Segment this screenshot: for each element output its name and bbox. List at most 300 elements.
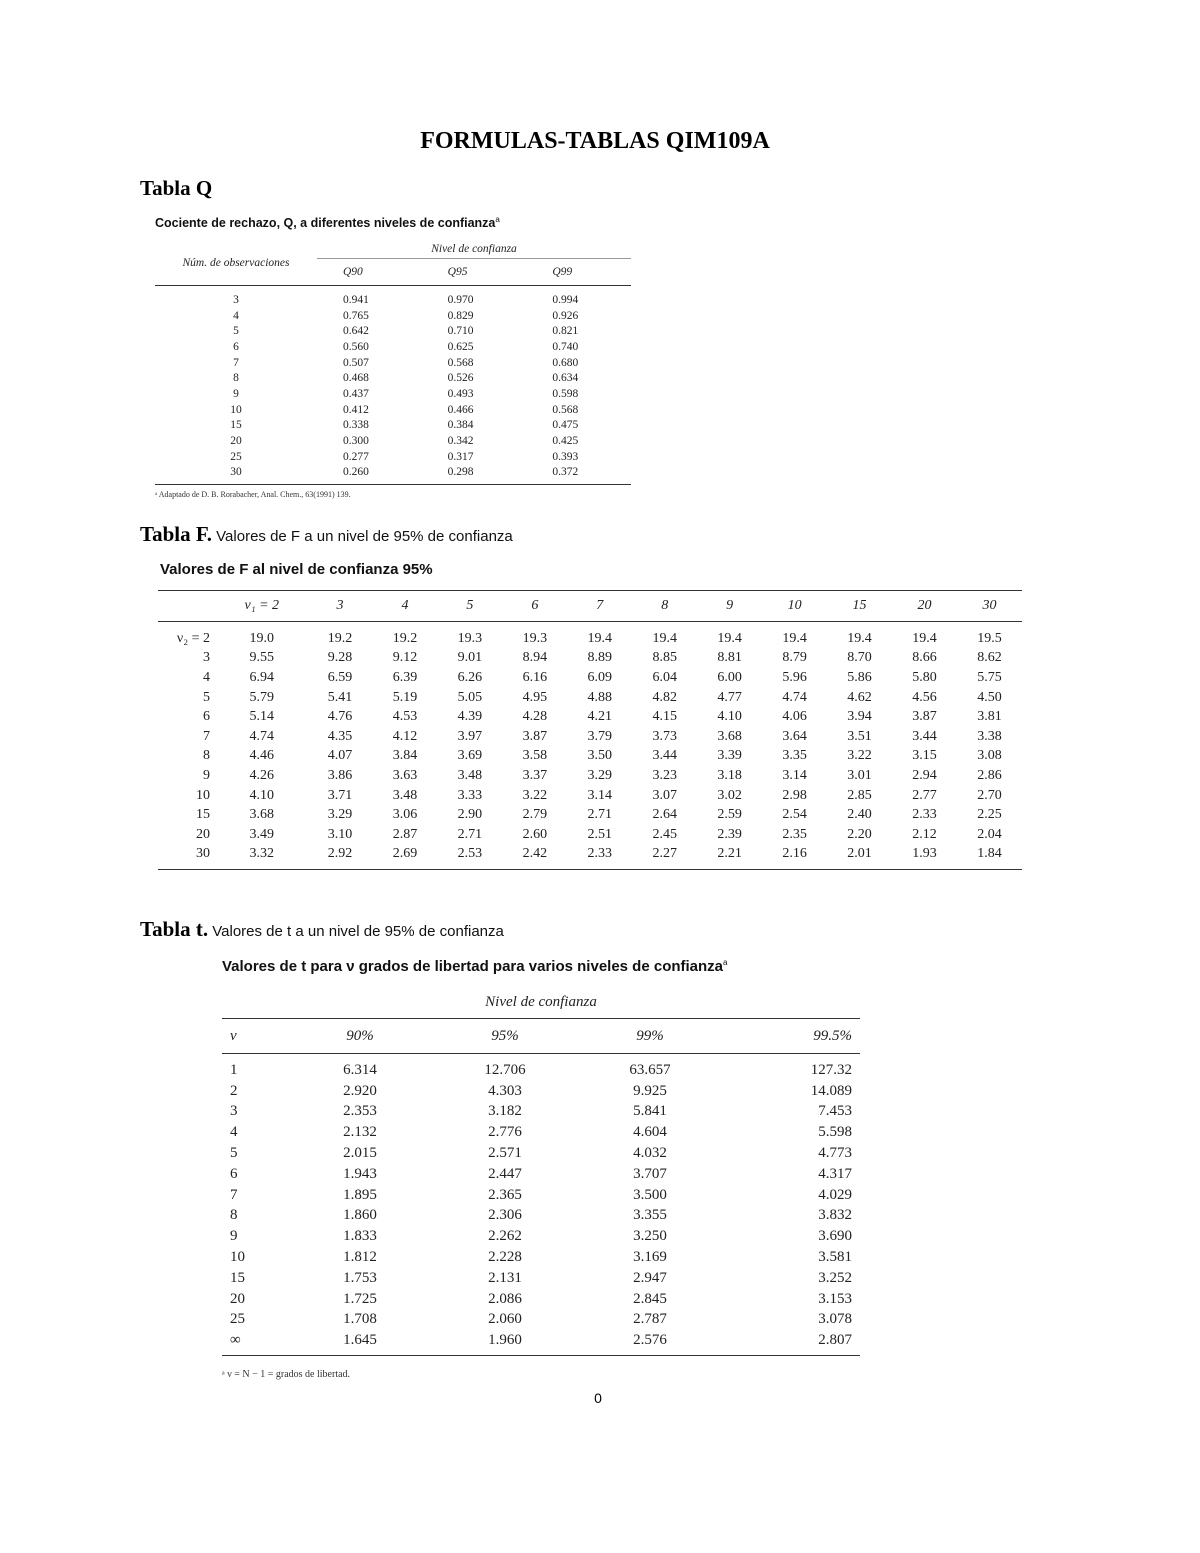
tabla-t-row-header: ∞	[222, 1330, 290, 1355]
tabla-t-value-cell: 1.812	[343, 1249, 377, 1266]
tabla-f-value-cell: 9.55	[249, 650, 275, 666]
tabla-f-column-header: ν₁ = 2	[216, 591, 308, 622]
table-row	[158, 766, 1022, 786]
tabla-f-value-cell: 2.71	[587, 807, 612, 823]
tabla-f-value-cell: 2.54	[782, 807, 807, 823]
tabla-f-column-header: 8	[632, 591, 697, 622]
tabla-q-value-cell: 0.493	[447, 387, 474, 400]
tabla-f-value-cell: 5.75	[977, 669, 1002, 685]
tabla-q-value-cell: 0.412	[343, 403, 369, 416]
table-row	[155, 449, 631, 465]
tabla-f-value-cell: 2.45	[652, 826, 677, 842]
tabla-f-value-cell: 4.74	[249, 728, 275, 744]
table-row	[158, 649, 1022, 669]
tabla-f-heading-text: Valores de F a un nivel de 95% de confianza	[212, 528, 513, 545]
tabla-t-group-header-row	[222, 986, 860, 1019]
tabla-f-value-cell: 2.71	[457, 826, 483, 842]
tabla-q-value-cell: 0.338	[343, 419, 369, 432]
tabla-f-row-header: 8	[203, 748, 210, 764]
tabla-q-value-cell: 0.598	[552, 387, 579, 400]
tabla-q-value-cell: 0.260	[317, 465, 422, 485]
tabla-q-caption	[155, 215, 500, 230]
tabla-t-value-cell: 127.32	[810, 1061, 852, 1078]
tabla-q-value-cell: 0.970	[447, 293, 474, 306]
tabla-q-caption-text: Cociente de rechazo, Q, a diferentes niveles de confianza	[155, 216, 496, 231]
tabla-t-column-header: 95%	[430, 1019, 580, 1054]
tabla-f-value-cell: 3.22	[522, 787, 548, 803]
tabla-f-corner-cell	[158, 591, 216, 622]
tabla-f-value-cell: 4.07	[327, 748, 353, 764]
tabla-f-value-cell: 2.12	[912, 826, 937, 842]
tabla-f-value-cell: 8.66	[912, 650, 937, 666]
tabla-q-value-cell: 0.680	[552, 356, 579, 369]
tabla-q-heading	[140, 176, 212, 201]
tabla-f-row-header: 3	[203, 650, 210, 666]
tabla-t-value-cell: 2.571	[488, 1145, 522, 1162]
tabla-f-value-cell: 8.81	[717, 650, 742, 666]
tabla-q-value-cell: 0.710	[447, 325, 474, 338]
tabla-q-value-cell: 0.342	[447, 435, 474, 448]
table-row	[222, 1330, 860, 1355]
tabla-q-value-cell: 0.468	[343, 372, 369, 385]
tabla-f-value-cell: 5.86	[847, 669, 872, 685]
tabla-f-value-cell: 4.82	[652, 689, 677, 705]
tabla-f-row-header: 9	[203, 767, 210, 783]
tabla-f-value-cell: 3.32	[216, 845, 308, 870]
tabla-f-value-cell: 8.85	[652, 650, 677, 666]
tabla-f-value-cell: 3.02	[717, 787, 742, 803]
tabla-q-value-cell: 0.475	[552, 419, 579, 432]
tabla-f-value-cell: 4.95	[522, 689, 548, 705]
tabla-t-value-cell: 7.453	[818, 1103, 852, 1120]
tabla-f-column-header: 6	[502, 591, 567, 622]
tabla-f-value-cell: 6.39	[392, 669, 418, 685]
tabla-t-value-cell: 2.306	[488, 1207, 522, 1224]
tabla-f-value-cell: 2.33	[912, 807, 937, 823]
tabla-t-column-header: 99%	[580, 1019, 720, 1054]
tabla-t-column-header: 99.5%	[720, 1019, 860, 1054]
tabla-t-value-cell: 4.317	[818, 1165, 852, 1182]
tabla-t-row-header: 3	[230, 1103, 238, 1120]
tabla-t-value-cell: 5.841	[633, 1103, 667, 1120]
tabla-f-value-cell: 3.87	[522, 728, 548, 744]
tabla-f-value-cell: 4.53	[392, 709, 418, 725]
tabla-f-value-cell: 4.06	[782, 709, 807, 725]
tabla-f-value-cell: 2.60	[522, 826, 548, 842]
tabla-t-value-cell: 2.576	[580, 1330, 720, 1355]
tabla-f-row-header: 5	[203, 689, 210, 705]
tabla-f-value-cell: 8.62	[977, 650, 1002, 666]
tabla-t-column-header-row	[222, 1019, 860, 1054]
tabla-f-value-cell: 19.2	[327, 630, 353, 646]
tabla-t-value-cell: 14.089	[810, 1082, 852, 1099]
tabla-f-value-cell: 3.58	[522, 748, 548, 764]
tabla-t-value-cell: 3.250	[633, 1228, 667, 1245]
table-row	[222, 1247, 860, 1268]
tabla-f-column-header: 20	[892, 591, 957, 622]
tabla-f-value-cell: 19.4	[912, 630, 937, 646]
tabla-q-value-cell: 0.507	[343, 356, 369, 369]
tabla-f-value-cell: 3.22	[847, 748, 872, 764]
page-title: FORMULAS-TABLAS QIM109A	[420, 128, 770, 154]
tabla-f-value-cell: 6.16	[522, 669, 548, 685]
tabla-f-column-header: 7	[567, 591, 632, 622]
tabla-q-value-cell: 0.568	[447, 356, 474, 369]
tabla-t-footnote: ᵃ ν = N − 1 = grados de libertad.	[222, 1369, 351, 1380]
tabla-f-value-cell: 19.4	[587, 630, 612, 646]
tabla-f-value-cell: 8.70	[847, 650, 872, 666]
tabla-q-obs-cell: 4	[233, 309, 239, 322]
tabla-f-value-cell: 2.40	[847, 807, 872, 823]
tabla-f-value-cell: 4.62	[847, 689, 872, 705]
tabla-f-value-cell: 2.39	[717, 826, 742, 842]
tabla-f-row-header: 30	[158, 845, 216, 870]
tabla-f-column-header: 5	[437, 591, 502, 622]
tabla-t-value-cell: 2.015	[343, 1145, 377, 1162]
tabla-q-value-cell: 0.926	[552, 309, 579, 322]
tabla-f-value-cell: 2.90	[457, 807, 483, 823]
table-row	[222, 1226, 860, 1247]
tabla-t-value-cell: 2.060	[488, 1311, 522, 1328]
tabla-f-value-cell: 3.97	[457, 728, 483, 744]
tabla-f-value-cell: 4.10	[717, 709, 742, 725]
tabla-f-value-cell: 3.94	[847, 709, 872, 725]
tabla-t-value-cell: 4.773	[818, 1145, 852, 1162]
tabla-t-value-cell: 4.303	[488, 1082, 522, 1099]
tabla-t-value-cell: 2.228	[488, 1249, 522, 1266]
tabla-f-value-cell: 2.85	[847, 787, 872, 803]
tabla-q-value-cell: 0.300	[343, 435, 369, 448]
tabla-f-value-cell: 2.35	[782, 826, 807, 842]
tabla-q-column-header: Q95	[422, 259, 527, 286]
tabla-q-value-cell: 0.298	[422, 465, 527, 485]
tabla-f-value-cell: 3.48	[457, 767, 483, 783]
tabla-f-value-cell: 8.89	[587, 650, 612, 666]
tabla-t-value-cell: 12.706	[484, 1061, 526, 1078]
tabla-f-column-header: 15	[827, 591, 892, 622]
tabla-t-column-header: ν	[222, 1019, 290, 1054]
tabla-f-value-cell: 2.51	[587, 826, 612, 842]
tabla-t-caption	[222, 958, 727, 975]
tabla-f-value-cell: 4.50	[977, 689, 1002, 705]
tabla-f-value-cell: 4.74	[782, 689, 807, 705]
tabla-t-value-cell: 4.604	[633, 1124, 667, 1141]
tabla-f-value-cell: 19.4	[782, 630, 807, 646]
table-row	[158, 786, 1022, 806]
tabla-f-value-cell: 3.08	[977, 748, 1002, 764]
tabla-t-row-header: 9	[230, 1228, 238, 1245]
tabla-f-value-cell: 4.56	[912, 689, 937, 705]
table-row	[155, 308, 631, 324]
tabla-f-value-cell: 2.98	[782, 787, 807, 803]
tabla-f-value-cell: 3.49	[249, 826, 275, 842]
table-row	[222, 1185, 860, 1206]
tabla-f-value-cell: 2.04	[977, 826, 1002, 842]
tabla-f-value-cell: 4.35	[327, 728, 353, 744]
tabla-f-value-cell: 5.96	[782, 669, 807, 685]
tabla-q-value-cell: 0.372	[526, 465, 631, 485]
tabla-q-value-cell: 0.384	[447, 419, 474, 432]
tabla-f-value-cell: 3.33	[457, 787, 483, 803]
tabla-t-table	[222, 986, 860, 1356]
tabla-t-value-cell: 3.690	[818, 1228, 852, 1245]
tabla-q-obs-cell: 8	[233, 372, 239, 385]
tabla-t-value-cell: 2.920	[343, 1082, 377, 1099]
tabla-f-value-cell: 2.21	[697, 845, 762, 870]
tabla-f-value-cell: 3.71	[327, 787, 353, 803]
tabla-f-value-cell: 4.21	[587, 709, 612, 725]
tabla-f-heading-bold: Tabla F.	[140, 522, 212, 546]
table-row	[158, 727, 1022, 747]
tabla-f-value-cell: 6.00	[717, 669, 742, 685]
tabla-f-value-cell: 5.14	[249, 709, 275, 725]
tabla-q-body	[155, 286, 631, 485]
tabla-f-value-cell: 4.12	[392, 728, 418, 744]
tabla-f-value-cell: 3.68	[717, 728, 742, 744]
table-row	[155, 402, 631, 418]
tabla-f-value-cell: 3.48	[392, 787, 418, 803]
table-row	[222, 1081, 860, 1102]
tabla-t-value-cell: 63.657	[629, 1061, 671, 1078]
tabla-q-obs-cell: 5	[233, 325, 239, 338]
tabla-f-column-header: 30	[957, 591, 1022, 622]
tabla-q-column-header: Q99	[526, 259, 631, 286]
tabla-f-row-header: 6	[203, 709, 210, 725]
tabla-t-value-cell: 3.252	[818, 1269, 852, 1286]
tabla-f-value-cell: 2.59	[717, 807, 742, 823]
tabla-t-value-cell: 2.947	[633, 1269, 667, 1286]
tabla-f-value-cell: 19.3	[522, 630, 548, 646]
tabla-q-column-header: Q90	[317, 259, 422, 286]
tabla-f-value-cell: 2.27	[632, 845, 697, 870]
tabla-q-value-cell: 0.941	[343, 293, 369, 306]
tabla-t-value-cell: 2.776	[488, 1124, 522, 1141]
tabla-q-obs-cell: 6	[233, 340, 239, 353]
tabla-t-value-cell: 2.807	[720, 1330, 860, 1355]
tabla-f-value-cell: 3.01	[847, 767, 872, 783]
tabla-f-value-cell: 3.15	[912, 748, 937, 764]
tabla-f-value-cell: 2.87	[392, 826, 418, 842]
tabla-f-value-cell: 3.10	[327, 826, 353, 842]
tabla-t-value-cell: 1.833	[343, 1228, 377, 1245]
table-row	[158, 845, 1022, 870]
table-row	[222, 1143, 860, 1164]
tabla-f-value-cell: 3.35	[782, 748, 807, 764]
tabla-f-value-cell: 9.12	[392, 650, 418, 666]
tabla-q-group-header-row	[155, 240, 631, 259]
tabla-f-value-cell: 3.44	[652, 748, 677, 764]
tabla-q-value-cell: 0.740	[552, 340, 579, 353]
tabla-f-value-cell: 6.59	[327, 669, 353, 685]
tabla-t-value-cell: 2.086	[488, 1290, 522, 1307]
table-row	[222, 1102, 860, 1123]
tabla-q-obs-cell: 3	[233, 293, 239, 306]
tabla-f-column-header: 10	[762, 591, 827, 622]
tabla-f-value-cell: 3.39	[717, 748, 742, 764]
tabla-t-heading-bold: Tabla t.	[140, 917, 209, 941]
table-row	[155, 370, 631, 386]
tabla-f-value-cell: 3.68	[249, 807, 275, 823]
tabla-q-value-cell: 0.642	[343, 325, 369, 338]
tabla-t-value-cell: 1.860	[343, 1207, 377, 1224]
tabla-t-row-header: 4	[230, 1124, 238, 1141]
tabla-t-value-cell: 4.032	[633, 1145, 667, 1162]
table-row	[222, 1122, 860, 1143]
tabla-f-value-cell: 3.37	[522, 767, 548, 783]
tabla-f-value-cell: 6.26	[457, 669, 483, 685]
tabla-t-value-cell: 1.645	[290, 1330, 430, 1355]
tabla-f-value-cell: 3.50	[587, 748, 612, 764]
tabla-t-row-header: 20	[230, 1290, 245, 1307]
tabla-f-value-cell: 19.4	[717, 630, 742, 646]
tabla-f-heading	[140, 522, 513, 547]
tabla-f-column-header: 9	[697, 591, 762, 622]
tabla-q-footnote: ᵃ Adaptado de D. B. Rorabacher, Anal. Chem., 63(1991) 139.	[155, 490, 351, 499]
tabla-f-caption: Valores de F al nivel de confianza 95%	[160, 561, 433, 578]
tabla-f-value-cell: 4.15	[652, 709, 677, 725]
table-row	[155, 286, 631, 308]
tabla-t-row-header: 7	[230, 1186, 238, 1203]
tabla-t-value-cell: 9.925	[633, 1082, 667, 1099]
page-number: 0	[594, 1390, 602, 1406]
tabla-t-value-cell: 3.500	[633, 1186, 667, 1203]
tabla-f-value-cell: 4.77	[717, 689, 742, 705]
tabla-f-value-cell: 2.64	[652, 807, 677, 823]
tabla-t-value-cell: 3.169	[633, 1249, 667, 1266]
tabla-f-value-cell: 3.69	[457, 748, 483, 764]
tabla-f-column-header: 4	[372, 591, 437, 622]
tabla-t-row-header: 8	[230, 1207, 238, 1224]
tabla-f-value-cell: 2.77	[912, 787, 937, 803]
tabla-q-value-cell: 0.829	[447, 309, 474, 322]
table-row	[158, 747, 1022, 767]
tabla-f-value-cell: 2.42	[502, 845, 567, 870]
tabla-q-obs-cell: 20	[230, 435, 242, 448]
tabla-t-heading	[140, 917, 504, 942]
tabla-f-value-cell: 2.79	[522, 807, 548, 823]
tabla-f-row-header: 20	[196, 826, 210, 842]
tabla-t-value-cell: 3.355	[633, 1207, 667, 1224]
tabla-f-value-cell: 9.01	[457, 650, 483, 666]
tabla-t-value-cell: 2.845	[633, 1290, 667, 1307]
tabla-f-value-cell: 19.0	[249, 630, 275, 646]
tabla-f-value-cell: 3.23	[652, 767, 677, 783]
table-row	[155, 386, 631, 402]
tabla-f-value-cell: 3.07	[652, 787, 677, 803]
tabla-f-value-cell: 5.41	[327, 689, 353, 705]
tabla-f-value-cell: 3.18	[717, 767, 742, 783]
table-row	[222, 1054, 860, 1081]
tabla-q-value-cell: 0.560	[343, 340, 369, 353]
tabla-f-value-cell: 4.88	[587, 689, 612, 705]
tabla-q-value-cell: 0.317	[447, 450, 474, 463]
tabla-t-value-cell: 2.262	[488, 1228, 522, 1245]
tabla-f-row-header: 10	[196, 787, 210, 803]
tabla-f-value-cell: 4.46	[249, 748, 275, 764]
tabla-q-obs-cell: 7	[233, 356, 239, 369]
tabla-f-column-header: 3	[308, 591, 373, 622]
tabla-f-value-cell: 3.63	[392, 767, 418, 783]
tabla-f-value-cell: 2.69	[372, 845, 437, 870]
tabla-f-value-cell: 5.05	[457, 689, 483, 705]
tabla-f-row-header: 4	[203, 669, 210, 685]
tabla-t-row-header: 15	[230, 1269, 245, 1286]
tabla-t-value-cell: 2.365	[488, 1186, 522, 1203]
tabla-f-value-cell: 6.04	[652, 669, 677, 685]
tabla-f-value-cell: 19.4	[847, 630, 872, 646]
tabla-f-value-cell: 4.76	[327, 709, 353, 725]
tabla-q-value-cell: 0.393	[552, 450, 579, 463]
tabla-f-row-header: ν₂ = 2	[176, 630, 210, 646]
tabla-t-value-cell: 3.182	[488, 1103, 522, 1120]
tabla-t-row-header: 6	[230, 1165, 238, 1182]
table-row	[158, 668, 1022, 688]
tabla-f-value-cell: 6.94	[249, 669, 275, 685]
tabla-q-value-cell: 0.526	[447, 372, 474, 385]
tabla-f-value-cell: 2.92	[308, 845, 373, 870]
tabla-q-value-cell: 0.821	[552, 325, 579, 338]
table-row	[155, 355, 631, 371]
tabla-f-value-cell: 9.28	[327, 650, 353, 666]
tabla-f-value-cell: 3.51	[847, 728, 872, 744]
tabla-q-value-cell: 0.568	[552, 403, 579, 416]
table-row	[222, 1268, 860, 1289]
tabla-f-row-header: 7	[203, 728, 210, 744]
tabla-f-value-cell: 4.10	[249, 787, 275, 803]
tabla-t-caption-text: Valores de t para ν grados de libertad para varios niveles de confianza	[222, 958, 724, 975]
tabla-t-value-cell: 4.029	[818, 1186, 852, 1203]
tabla-f-value-cell: 6.09	[587, 669, 612, 685]
table-row	[158, 622, 1022, 649]
tabla-f-value-cell: 3.73	[652, 728, 677, 744]
tabla-f-value-cell: 2.86	[977, 767, 1002, 783]
tabla-t-value-cell: 2.132	[343, 1124, 377, 1141]
tabla-f-value-cell: 3.64	[782, 728, 807, 744]
tabla-t-value-cell: 1.895	[343, 1186, 377, 1203]
tabla-f-value-cell: 3.14	[782, 767, 807, 783]
tabla-f-value-cell: 19.3	[457, 630, 483, 646]
tabla-t-value-cell: 3.707	[633, 1165, 667, 1182]
table-row	[155, 339, 631, 355]
table-row	[222, 1164, 860, 1185]
tabla-f-value-cell: 3.81	[977, 709, 1002, 725]
table-row	[158, 688, 1022, 708]
tabla-q-value-cell: 0.277	[343, 450, 369, 463]
table-row	[158, 805, 1022, 825]
tabla-t-value-cell: 3.581	[818, 1249, 852, 1266]
tabla-f-value-cell: 3.44	[912, 728, 937, 744]
tabla-f-value-cell: 2.94	[912, 767, 937, 783]
tabla-q-level-header: Nivel de confianza	[317, 240, 631, 259]
tabla-f-value-cell: 3.29	[327, 807, 353, 823]
tabla-t-value-cell: 2.787	[633, 1311, 667, 1328]
tabla-f-value-cell: 3.84	[392, 748, 418, 764]
tabla-f-value-cell: 5.79	[249, 689, 275, 705]
tabla-f-body	[158, 622, 1022, 870]
tabla-f-value-cell: 19.2	[392, 630, 418, 646]
tabla-t-caption-mark: a	[723, 958, 728, 967]
tabla-q-obs-cell: 30	[155, 465, 317, 485]
tabla-f-value-cell: 2.33	[567, 845, 632, 870]
tabla-f-value-cell: 2.16	[762, 845, 827, 870]
tabla-q-value-cell: 0.437	[343, 387, 369, 400]
tabla-t-column-header: 90%	[290, 1019, 430, 1054]
tabla-t-level-header: Nivel de confianza	[222, 986, 860, 1019]
tabla-f-table	[158, 590, 1022, 870]
tabla-t-value-cell: 6.314	[343, 1061, 377, 1078]
tabla-q-obs-cell: 10	[230, 403, 242, 416]
tabla-t-value-cell: 3.832	[818, 1207, 852, 1224]
